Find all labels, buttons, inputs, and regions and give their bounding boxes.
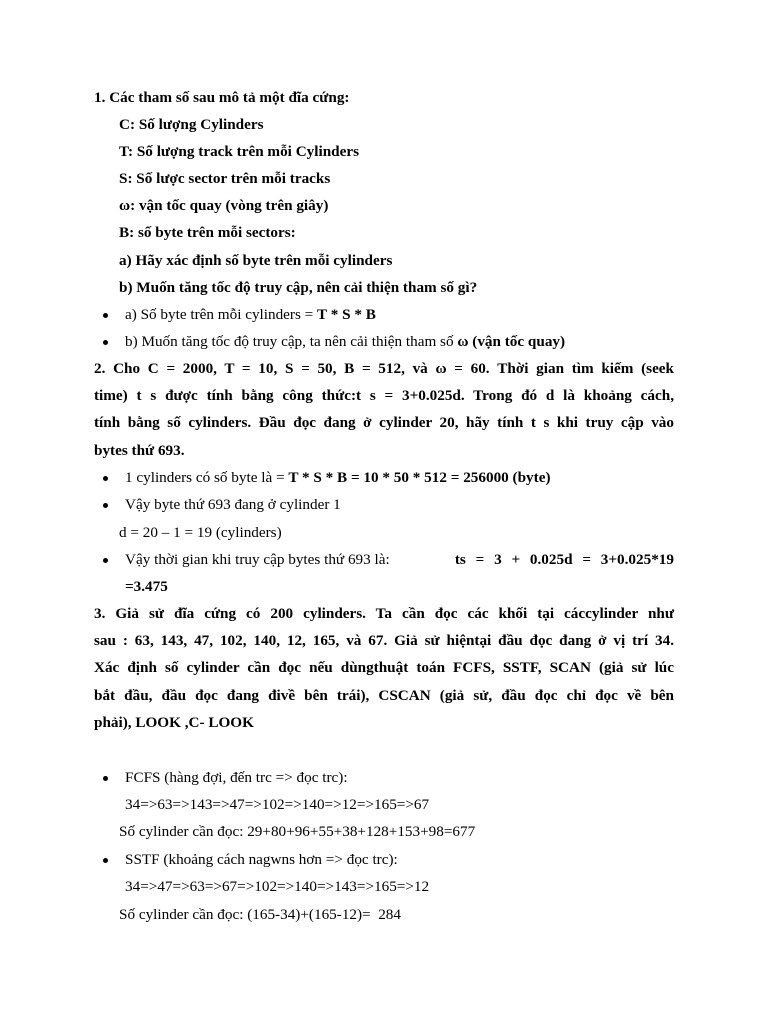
q2-answer-1: 1 cylinders có số byte là = T * S * B = 10 * 50 * 512 = 256000 (byte)	[125, 469, 551, 486]
q1-title: 1. Các tham số sau mô tả một đĩa cứng:	[94, 89, 350, 106]
q1-answer-b: b) Muốn tăng tốc độ truy cập, ta nên cải thiện tham số ω (vận tốc quay)	[125, 333, 566, 350]
q1-param-s: S: Số lược sector trên mỗi tracks	[119, 170, 331, 187]
q2-answer-4: Vậy thời gian khi truy cập bytes thứ 693 là: ts = 3 + 0.025d = 3+0.025*19	[125, 551, 674, 568]
bullet-icon	[103, 476, 108, 481]
q2-answer-4-result: =3.475	[125, 578, 168, 595]
q2-line-4: bytes thứ 693.	[94, 442, 185, 459]
q3-line-5: phải), LOOK ,C- LOOK	[94, 714, 254, 731]
q3-sstf-count: Số cylinder cần đọc: (165-34)+(165-12)= 284	[119, 906, 401, 923]
q1-param-t: T: Số lượng track trên mỗi Cylinders	[119, 143, 359, 160]
q1-param-omega: ω: vận tốc quay (vòng trên giây)	[119, 197, 329, 214]
q3-fcfs-title: FCFS (hàng đợi, đến trc => đọc trc):	[125, 769, 348, 786]
q3-line-1: 3. Giả sử đĩa cứng có 200 cylinders. Ta cần đọc các khối tại cáccylinder như	[94, 605, 674, 622]
q3-sstf-sequence: 34=>47=>63=>67=>102=>140=>143=>165=>12	[125, 878, 430, 895]
q3-line-4: bắt đầu, đầu đọc đang đivề bên trái), CSCAN (giả sử, đầu đọc chỉ đọc về bên	[94, 687, 674, 704]
q3-line-3: Xác định số cylinder cần đọc nếu dùngthuật toán FCFS, SSTF, SCAN (giả sử lúc	[94, 659, 674, 676]
q1-answer-a: a) Số byte trên mỗi cylinders = T * S * B	[125, 306, 376, 323]
q1-param-c: C: Số lượng Cylinders	[119, 116, 264, 133]
bullet-icon	[103, 503, 108, 508]
q3-fcfs-count: Số cylinder cần đọc: 29+80+96+55+38+128+153+98=677	[119, 823, 476, 840]
q3-sstf-title: SSTF (khoảng cách nagwns hơn => đọc trc):	[125, 851, 398, 868]
bullet-icon	[103, 340, 108, 345]
bullet-icon	[103, 313, 108, 318]
q1-param-b: B: số byte trên mỗi sectors:	[119, 224, 296, 241]
q2-line-2: time) t s được tính bằng công thức:t s = 3+0.025d. Trong đó d là khoảng cách,	[94, 387, 674, 404]
q1-question-a: a) Hãy xác định số byte trên mỗi cylinders	[119, 252, 393, 269]
q2-line-1: 2. Cho C = 2000, T = 10, S = 50, B = 512, và ω = 60. Thời gian tìm kiếm (seek	[94, 360, 674, 377]
q3-fcfs-sequence: 34=>63=>143=>47=>102=>140=>12=>165=>67	[125, 796, 430, 813]
q2-answer-2: Vậy byte thứ 693 đang ở cylinder 1	[125, 496, 341, 513]
bullet-icon	[103, 776, 108, 781]
q3-line-2: sau : 63, 143, 47, 102, 140, 12, 165, và 67. Giả sử hiệntại đầu đọc đang ở vị trí 34.	[94, 632, 674, 649]
q1-question-b: b) Muốn tăng tốc độ truy cập, nên cải thiện tham số gì?	[119, 279, 478, 296]
bullet-icon	[103, 858, 108, 863]
q2-answer-3: d = 20 – 1 = 19 (cylinders)	[119, 524, 282, 541]
bullet-icon	[103, 558, 108, 563]
q2-line-3: tính bằng số cylinders. Đầu đọc đang ở cylinder 20, hãy tính t s khi truy cập vào	[94, 414, 674, 431]
